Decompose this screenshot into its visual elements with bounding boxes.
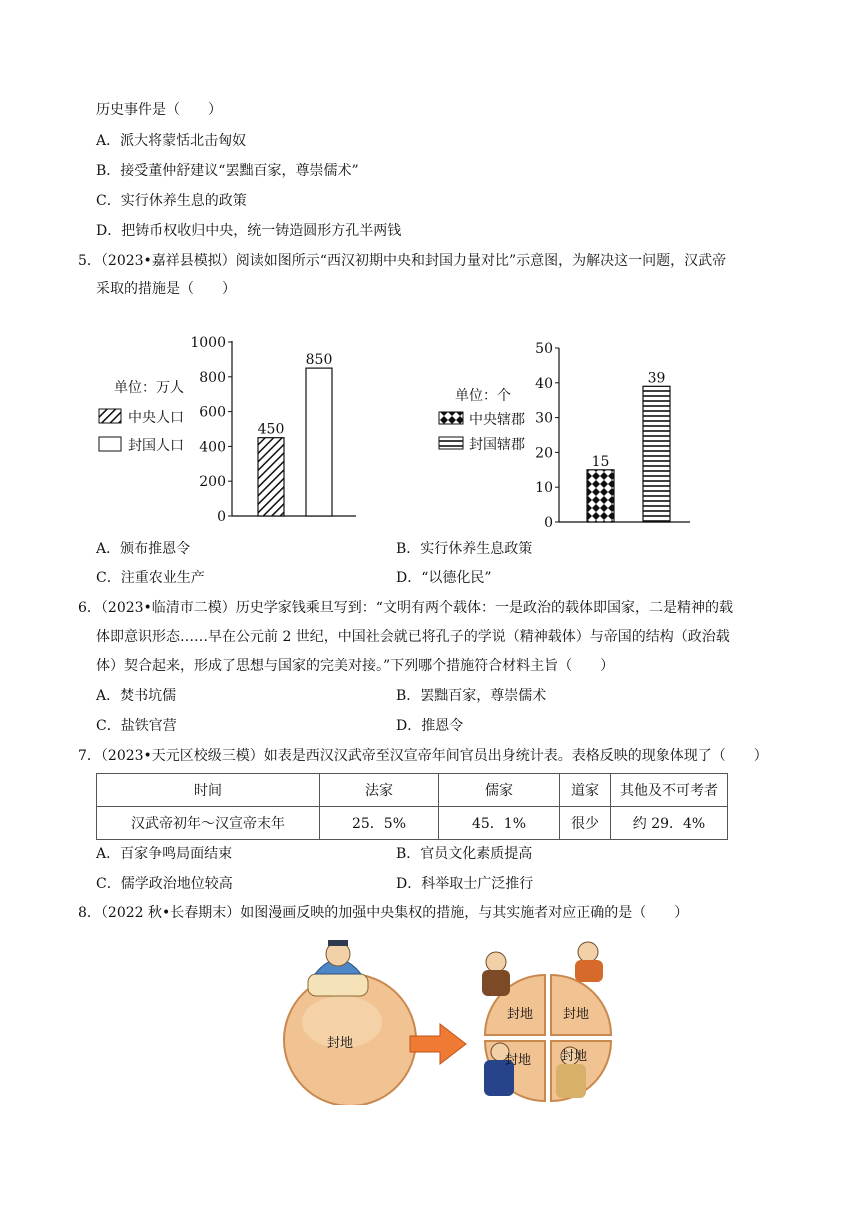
chart2-unit-label: 单位：个 [455, 388, 511, 404]
q6-stem-line3: 体）契合起来，形成了思想与国家的完美对接。”下列哪个措施符合材料主旨（ ） [96, 658, 615, 674]
q4-option-c[interactable]: C．实行休养生息的政策 [96, 193, 247, 209]
cartoon-quarter-label-3: 封地 [504, 1053, 532, 1068]
q8-cartoon [270, 940, 630, 1105]
chart2-data-label-1: 15 [591, 453, 610, 470]
chart1-y-tick-label: 400 [199, 439, 226, 456]
q4-option-b[interactable]: B．接受董仲舒建议“罢黜百家，尊崇儒术” [96, 163, 359, 179]
chart2-y-tick-label: 40 [535, 375, 553, 392]
cartoon-left-figure [284, 940, 416, 1105]
q7-table [96, 773, 728, 840]
q7-option-d[interactable]: D．科举取士广泛推行 [396, 876, 534, 892]
chart2-legend-swatch-central [439, 412, 463, 424]
q7-th-time: 时间 [97, 774, 320, 807]
q7-td-legalist: 25．5% [320, 807, 439, 840]
q6-option-d[interactable]: D．推恩令 [396, 718, 464, 734]
q7-td-confucian: 45．1% [439, 807, 560, 840]
q7-td-time: 汉武帝初年～汉宣帝末年 [97, 807, 320, 840]
arrow-right-icon [410, 1024, 466, 1064]
q6-stem-line2: 体即意识形态……早在公元前 2 世纪，中国社会就已将孔子的学说（精神载体）与帝国的结构（政治载 [96, 629, 730, 645]
chart1-bar-2 [306, 368, 332, 516]
q5-option-c[interactable]: C．注重农业生产 [96, 570, 205, 586]
chart1-bar-1 [258, 438, 284, 516]
chart1-y-tick-label: 0 [217, 509, 226, 525]
q5-stem-line1: 5．（2023•嘉祥县模拟）阅读如图所示“西汉初期中央和封国力量对比”示意图，为解决这一问题，汉武帝 [78, 253, 727, 269]
cartoon-quarter-label-2: 封地 [562, 1007, 590, 1022]
chart2-legend-fief: 封国辖郡 [469, 437, 525, 453]
cartoon-quarter-label-4: 封地 [560, 1049, 588, 1064]
q7-td-taoist: 很少 [560, 807, 611, 840]
q5-option-a[interactable]: A．颁布推恩令 [96, 541, 191, 557]
q6-option-b[interactable]: B．罢黜百家，尊崇儒术 [396, 688, 547, 704]
q5-stem-line2: 采取的措施是（ ） [96, 281, 236, 297]
chart1-legend-swatch-fief [99, 437, 121, 451]
q4-option-a[interactable]: A．派大将蒙恬北击匈奴 [96, 133, 247, 149]
chart1-y-tick-label: 800 [199, 369, 226, 386]
chart1 [99, 335, 356, 525]
chart1-y-tick-label: 200 [199, 474, 226, 491]
chart2-legend-swatch-fief [439, 437, 463, 449]
q7-th-taoist: 道家 [560, 774, 611, 807]
chart1-data-label-2: 850 [305, 352, 333, 369]
q7-th-other: 其他及不可考者 [611, 774, 728, 807]
chart1-data-label-1: 450 [257, 421, 285, 438]
chart1-legend-fief: 封国人口 [128, 438, 184, 454]
q6-option-a[interactable]: A．焚书坑儒 [96, 688, 177, 704]
q7-option-c[interactable]: C．儒学政治地位较高 [96, 876, 233, 892]
q7-option-b[interactable]: B．官员文化素质提高 [396, 846, 533, 862]
cartoon-quarter-label-1: 封地 [506, 1007, 534, 1022]
q7-option-a[interactable]: A．百家争鸣局面结束 [96, 846, 233, 862]
chart1-unit-label: 单位：万人 [114, 380, 184, 396]
chart2-y-tick-label: 0 [544, 515, 553, 531]
q6-option-c[interactable]: C．盐铁官营 [96, 718, 177, 734]
q7-th-confucian: 儒家 [439, 774, 560, 807]
q4-stem-tail: 历史事件是（ ） [96, 102, 222, 118]
chart2-bar-2 [643, 386, 670, 522]
cartoon-right-figure [482, 942, 611, 1101]
chart1-y-tick-label: 600 [199, 404, 226, 421]
table-row [97, 807, 728, 840]
q7-table-header-row [97, 774, 728, 807]
chart1-legend-swatch-central [99, 409, 121, 423]
chart2 [439, 341, 690, 531]
chart1-y-tick-label: 1000 [190, 335, 226, 351]
q7-th-legalist: 法家 [320, 774, 439, 807]
q5-charts-figure [0, 320, 860, 540]
cartoon-left-label: 封地 [326, 1036, 354, 1051]
q7-td-other: 约 29．4% [611, 807, 728, 840]
chart1-legend-central: 中央人口 [128, 410, 184, 426]
q5-option-b[interactable]: B．实行休养生息政策 [396, 541, 533, 557]
q7-stem-line1: 7．（2023•天元区校级三模）如表是西汉汉武帝至汉宣帝年间官员出身统计表。表格反映的现象体现了（ ） [78, 748, 768, 764]
q6-stem-line1: 6．（2023•临清市二模）历史学家钱乘旦写到：“文明有两个载体：一是政治的载体即国家，二是精神的载 [78, 600, 733, 616]
chart2-y-tick-label: 30 [535, 410, 553, 427]
chart2-data-label-2: 39 [647, 370, 666, 387]
chart2-y-tick-label: 20 [535, 445, 553, 462]
chart2-y-tick-label: 50 [535, 341, 553, 357]
q8-stem-line1: 8．（2022 秋•长春期末）如图漫画反映的加强中央集权的措施，与其实施者对应正确的是（ ） [78, 905, 689, 921]
q4-option-d[interactable]: D．把铸币权收归中央，统一铸造圆形方孔半两钱 [96, 223, 402, 239]
chart2-legend-central: 中央辖郡 [469, 412, 525, 428]
chart2-bar-1 [587, 470, 614, 522]
chart2-y-tick-label: 10 [535, 480, 553, 497]
q5-option-d[interactable]: D．“以德化民” [396, 570, 492, 586]
